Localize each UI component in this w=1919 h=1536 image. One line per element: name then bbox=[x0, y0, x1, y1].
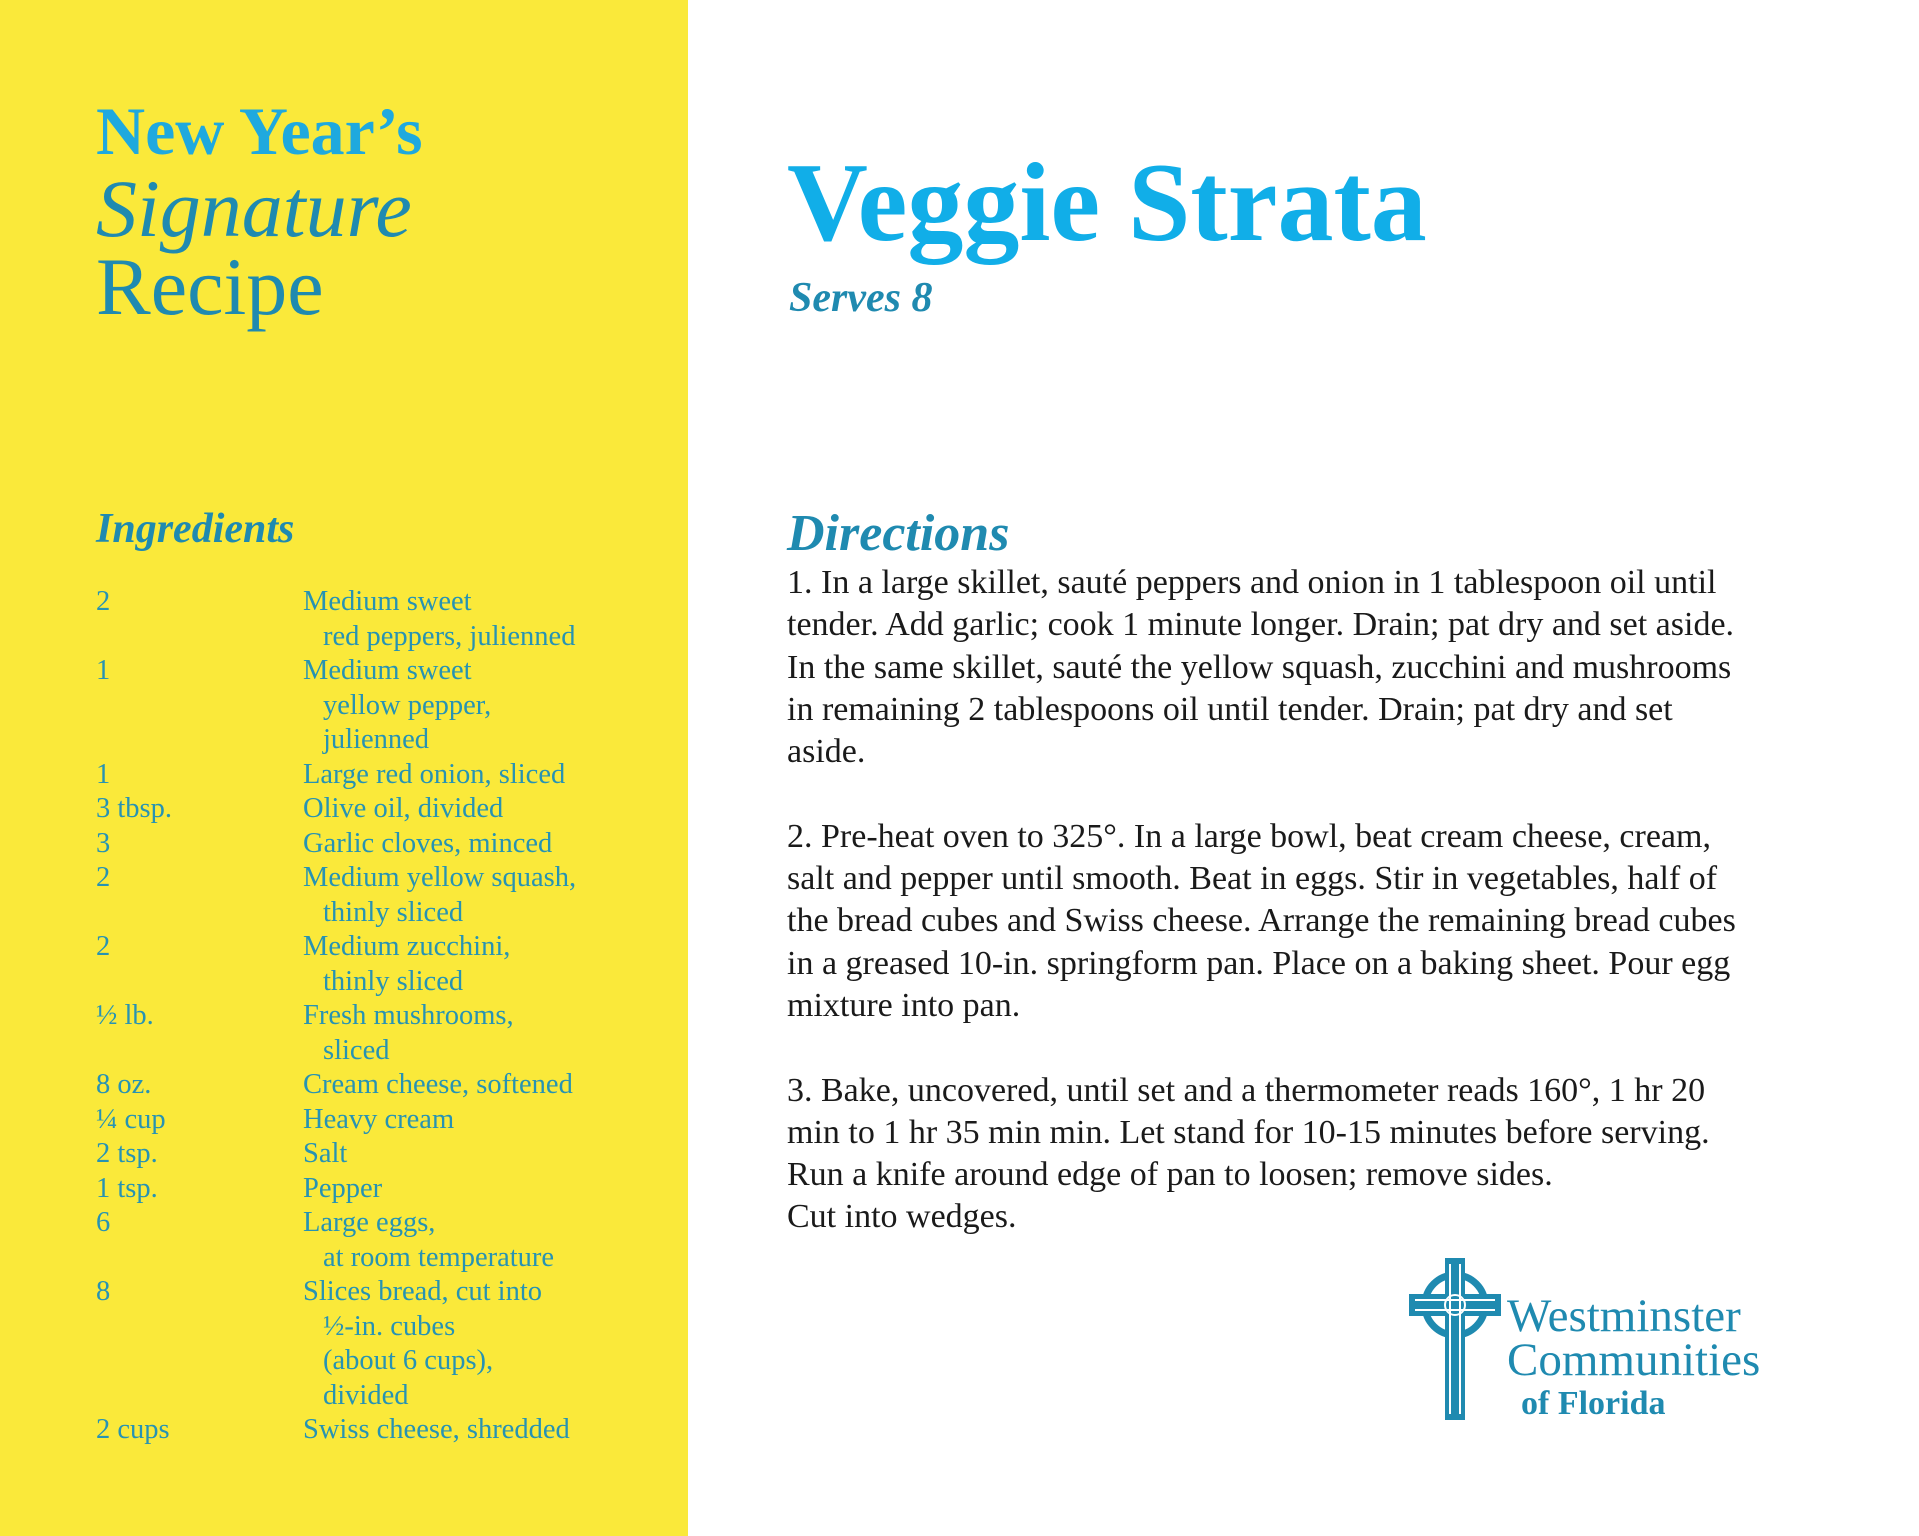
ingredient-quantity: 2 tsp. bbox=[96, 1138, 158, 1169]
ingredient-line: Medium sweet bbox=[303, 586, 472, 617]
ingredient-line: Pepper bbox=[303, 1172, 383, 1204]
ingredient-line: Swiss cheese, shredded bbox=[303, 1414, 570, 1445]
direction-line: In the same skillet, sauté the yellow squash, zucchini and mushrooms bbox=[787, 648, 1732, 686]
direction-line: salt and pepper until smooth. Beat in eggs. Stir in vegetables, half of bbox=[787, 860, 1718, 898]
ingredient-quantity: 1 tsp. bbox=[96, 1172, 158, 1204]
ingredient-name bbox=[303, 1275, 676, 1413]
ingredient-name bbox=[303, 827, 676, 862]
ingredient-row bbox=[96, 1137, 676, 1172]
ingredient-line: thinly sliced bbox=[323, 896, 464, 928]
ingredient-line: Medium sweet bbox=[303, 655, 472, 686]
ingredient-quantity: 6 bbox=[96, 1207, 111, 1238]
ingredient-quantity: 1 bbox=[96, 655, 111, 686]
ingredient-row bbox=[96, 827, 676, 862]
brand-line-recipe: Recipe bbox=[96, 241, 324, 332]
logo-wordmark bbox=[1507, 1290, 1761, 1426]
ingredient-line: Cream cheese, softened bbox=[303, 1069, 573, 1100]
ingredient-quantity: 2 bbox=[96, 586, 111, 617]
ingredient-name bbox=[303, 930, 676, 999]
brand-line-signature: Signature bbox=[96, 163, 412, 254]
celtic-cross-icon bbox=[1405, 1254, 1505, 1424]
serves-label: Serves 8 bbox=[789, 275, 933, 321]
ingredient-line: Olive oil, divided bbox=[303, 793, 504, 824]
ingredient-name bbox=[303, 1137, 676, 1172]
ingredient-line: ½-in. cubes bbox=[323, 1310, 456, 1342]
sidebar-panel bbox=[0, 0, 688, 1536]
ingredient-row bbox=[96, 1275, 676, 1413]
ingredient-line: Heavy cream bbox=[303, 1103, 455, 1135]
direction-line: tender. Add garlic; cook 1 minute longer. Drain; pat dry and set aside. bbox=[787, 606, 1735, 644]
ingredient-quantity: 8 oz. bbox=[96, 1069, 152, 1100]
ingredient-row bbox=[96, 758, 676, 793]
direction-line: 2. Pre-heat oven to 325°. In a large bowl, beat cream cheese, cream, bbox=[787, 817, 1711, 855]
ingredient-quantity: 2 cups bbox=[96, 1414, 170, 1445]
ingredient-line: thinly sliced bbox=[323, 965, 464, 997]
direction-line: in a greased 10-in. springform pan. Place on a baking sheet. Pour egg bbox=[787, 944, 1731, 982]
ingredient-line: Slices bread, cut into bbox=[303, 1276, 543, 1307]
recipe-title: Veggie Strata bbox=[787, 141, 1427, 265]
direction-line: aside. bbox=[787, 733, 866, 771]
logo-line-westminster: Westminster bbox=[1507, 1290, 1741, 1342]
ingredient-name bbox=[303, 1206, 676, 1275]
direction-line: in remaining 2 tablespoons oil until tender. Drain; pat dry and set bbox=[787, 690, 1673, 728]
ingredient-name bbox=[303, 1068, 676, 1103]
ingredient-name bbox=[303, 758, 676, 793]
ingredient-row bbox=[96, 1206, 676, 1275]
ingredient-row bbox=[96, 930, 676, 999]
ingredient-quantity: 3 tbsp. bbox=[96, 793, 173, 824]
brand-line-new-years: New Year’s bbox=[96, 93, 423, 169]
direction-line: 1. In a large skillet, sauté peppers and onion in 1 tablespoon oil until bbox=[787, 564, 1717, 601]
ingredient-line: Large eggs, bbox=[303, 1207, 436, 1238]
ingredient-line: red peppers, julienned bbox=[323, 620, 576, 652]
ingredient-name bbox=[303, 1103, 676, 1138]
direction-line: 3. Bake, uncovered, until set and a thermometer reads 160°, 1 hr 20 bbox=[787, 1071, 1706, 1109]
ingredient-row bbox=[96, 792, 676, 827]
ingredient-name bbox=[303, 861, 676, 930]
ingredient-quantity: 3 bbox=[96, 827, 111, 859]
direction-step bbox=[787, 816, 1887, 1027]
ingredient-quantity: ¼ cup bbox=[96, 1103, 166, 1135]
ingredient-quantity: 2 bbox=[96, 931, 111, 962]
ingredient-row bbox=[96, 1103, 676, 1138]
ingredient-line: Medium yellow squash, bbox=[303, 862, 577, 893]
direction-line: the bread cubes and Swiss cheese. Arrange the remaining bread cubes bbox=[787, 902, 1736, 940]
ingredient-row bbox=[96, 585, 676, 654]
directions-text bbox=[787, 562, 1887, 1281]
ingredient-line: divided bbox=[323, 1379, 409, 1411]
ingredient-name bbox=[303, 999, 676, 1068]
ingredient-line: Salt bbox=[303, 1138, 348, 1169]
ingredients-heading: Ingredients bbox=[96, 506, 295, 552]
ingredient-row bbox=[96, 861, 676, 930]
direction-line: mixture into pan. bbox=[787, 986, 1021, 1024]
ingredient-row bbox=[96, 1172, 676, 1207]
ingredient-quantity: ½ lb. bbox=[96, 1000, 154, 1031]
ingredient-line: Fresh mushrooms, bbox=[303, 1000, 514, 1031]
ingredient-name bbox=[303, 1413, 676, 1448]
ingredient-row bbox=[96, 654, 676, 758]
ingredient-quantity: 8 bbox=[96, 1276, 111, 1307]
ingredient-name bbox=[303, 654, 676, 758]
direction-line: Run a knife around edge of pan to loosen; remove sides. bbox=[787, 1156, 1553, 1194]
ingredient-name bbox=[303, 585, 676, 654]
ingredient-quantity: 1 bbox=[96, 758, 111, 790]
direction-line: min to 1 hr 35 min min. Let stand for 10-15 minutes before serving. bbox=[787, 1113, 1710, 1151]
ingredient-name bbox=[303, 1172, 676, 1207]
ingredient-row bbox=[96, 1068, 676, 1103]
ingredient-name bbox=[303, 792, 676, 827]
ingredient-line: sliced bbox=[323, 1034, 390, 1066]
ingredient-line: julienned bbox=[323, 724, 430, 755]
ingredient-line: Large red onion, sliced bbox=[303, 758, 566, 790]
direction-step bbox=[787, 1070, 1887, 1239]
logo-line-of-florida: of Florida bbox=[1521, 1385, 1666, 1422]
direction-step bbox=[787, 562, 1887, 773]
ingredient-line: (about 6 cups), bbox=[323, 1345, 494, 1376]
ingredient-row bbox=[96, 1413, 676, 1448]
ingredient-line: yellow pepper, bbox=[323, 689, 492, 721]
direction-line: Cut into wedges. bbox=[787, 1198, 1017, 1236]
ingredient-line: at room temperature bbox=[323, 1241, 555, 1273]
ingredients-list bbox=[96, 585, 676, 1448]
ingredient-quantity: 2 bbox=[96, 862, 111, 893]
logo-line-communities: Communities bbox=[1507, 1334, 1761, 1386]
ingredient-line: Medium zucchini, bbox=[303, 931, 511, 962]
westminster-logo bbox=[1405, 1254, 1825, 1424]
directions-heading: Directions bbox=[787, 505, 1010, 562]
ingredient-line: Garlic cloves, minced bbox=[303, 827, 553, 859]
ingredient-row bbox=[96, 999, 676, 1068]
